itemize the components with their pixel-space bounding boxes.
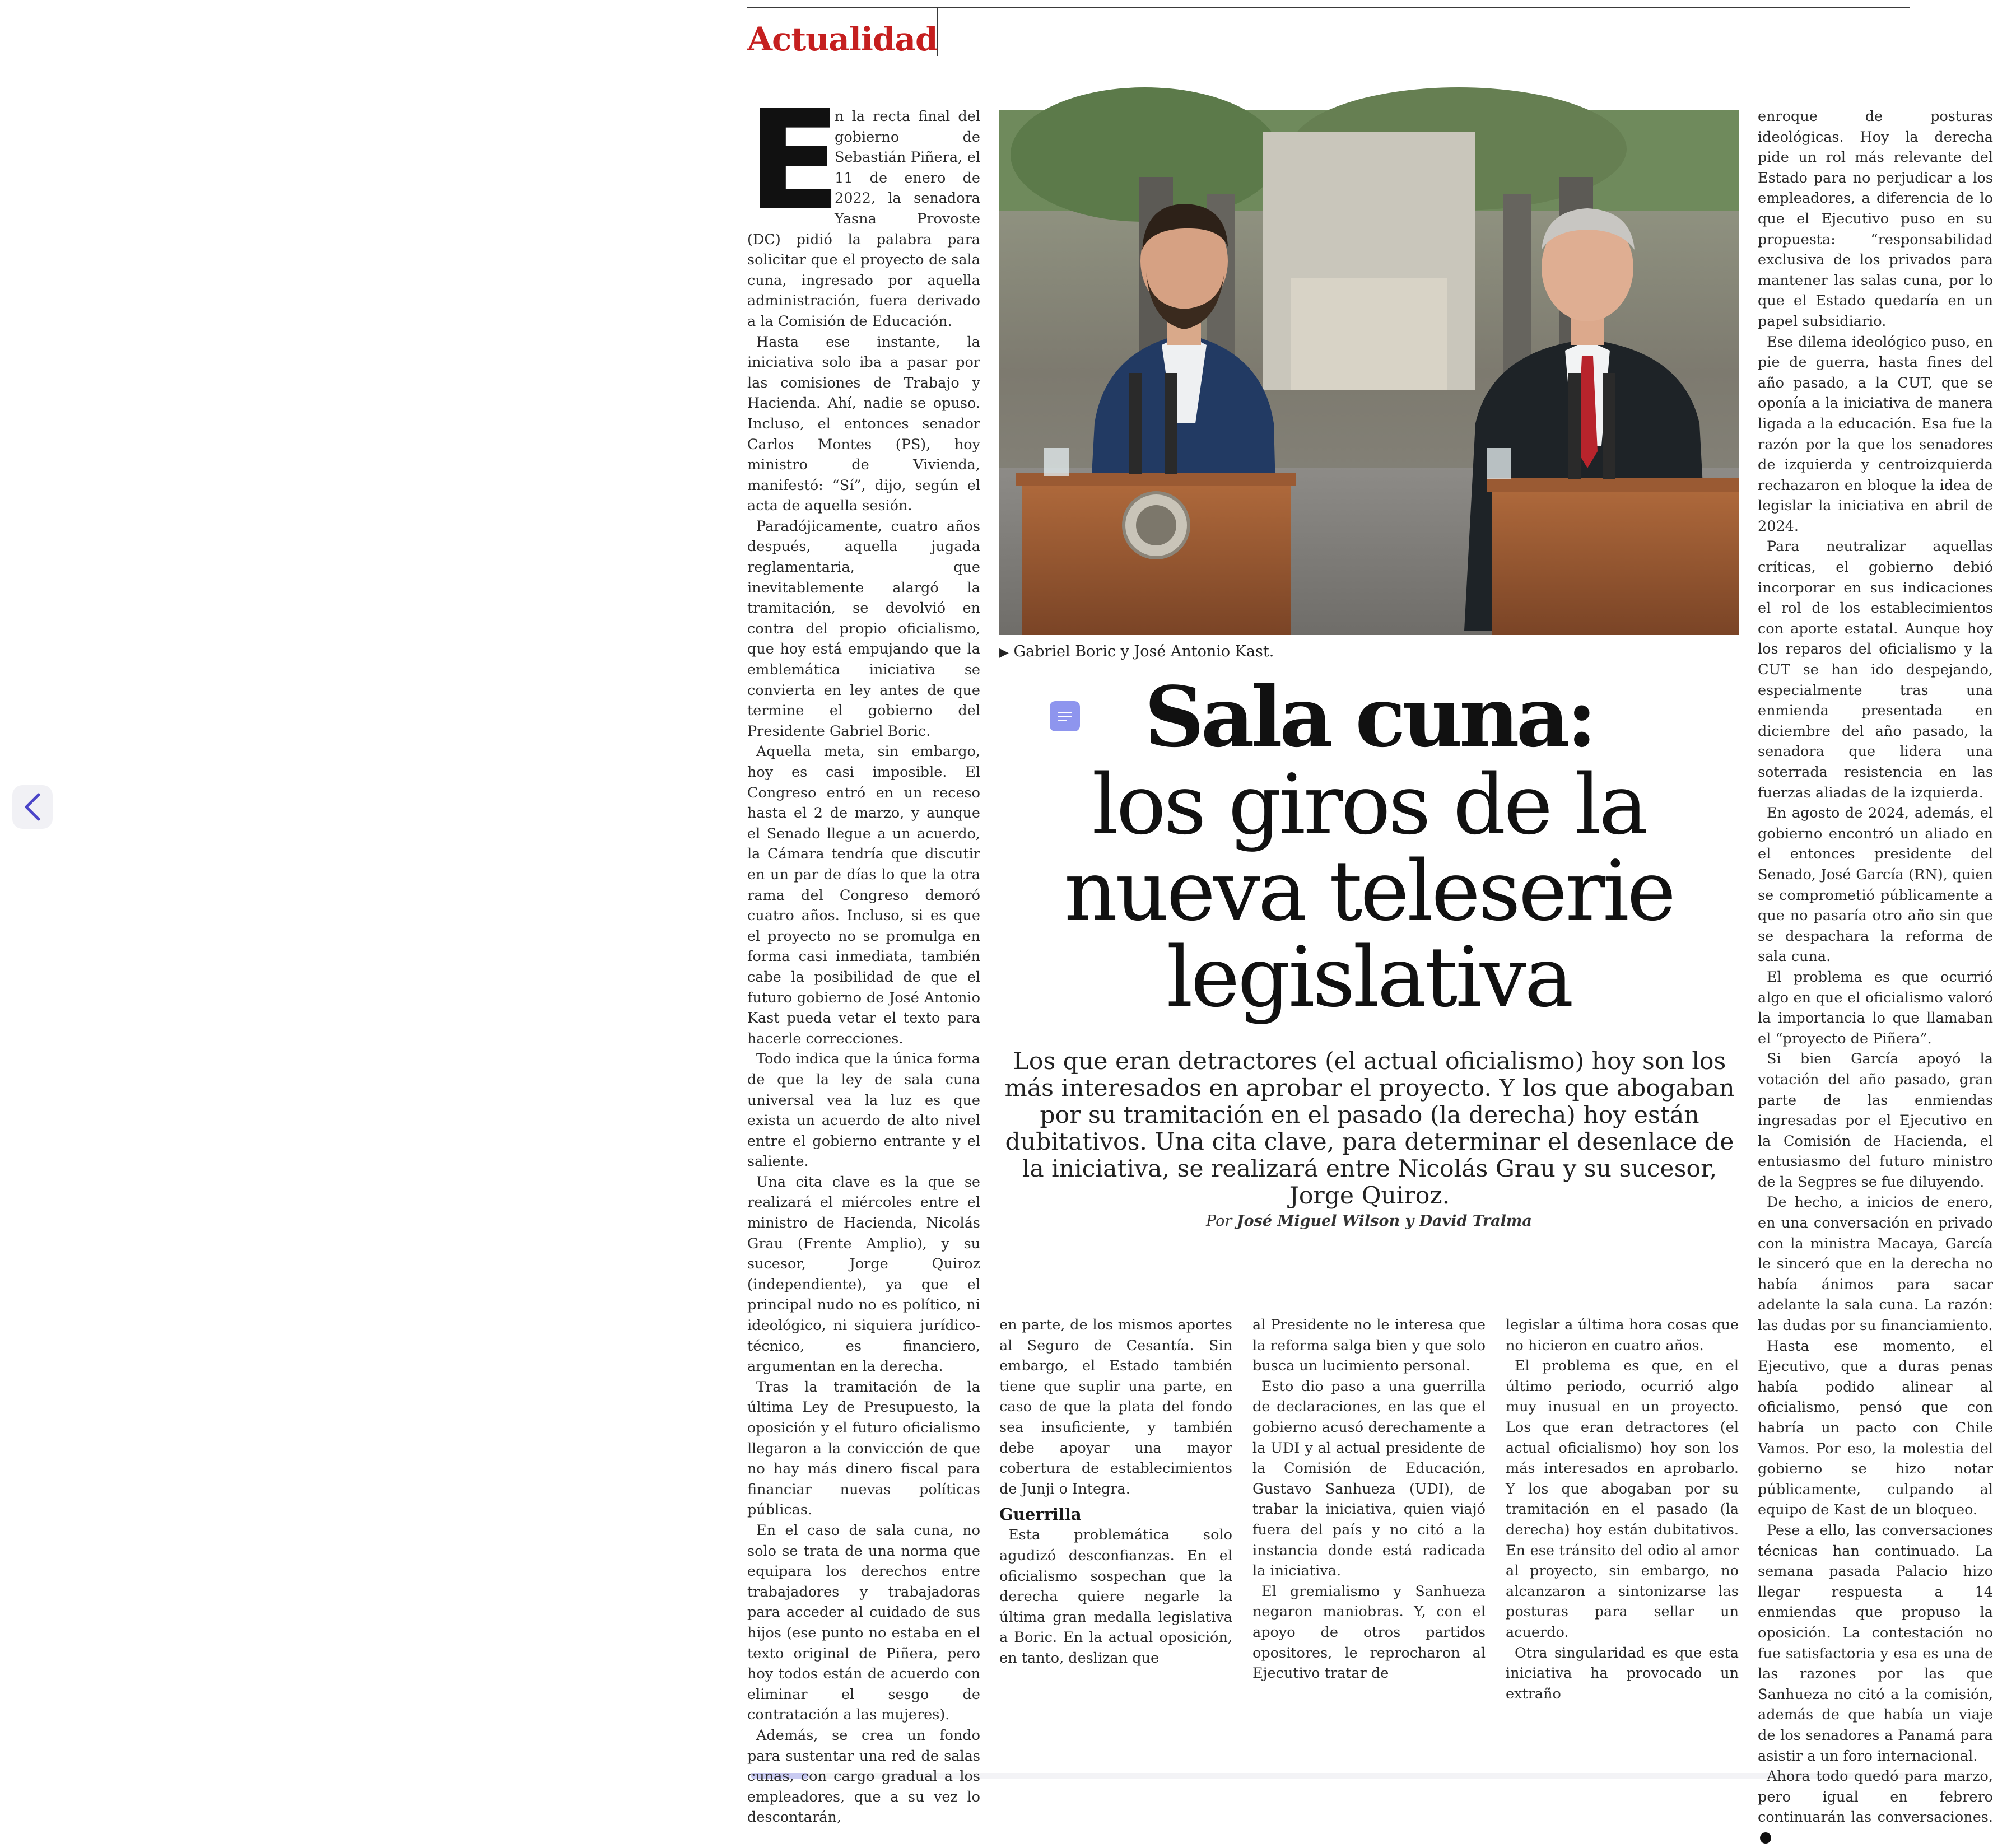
- paragraph: Para neutralizar aquellas críticas, el gobierno debió incorporar en sus indicaciones el rol de los establecimientos con aporte estatal. Aunque hoy los reparos del oficialismo y la CUT se han ido despejando, especialmente tras una enmienda presentada en diciembre del año pasado, la senadora que lidera una soterrada resistencia en las fuerzas aliadas de la izquierda.: [1758, 538, 1993, 801]
- paragraph: Hasta ese instante, la iniciativa solo iba a pasar por las comisiones de Trabajo y Hacienda. Ahí, nadie se opuso. Incluso, el entonces senador Carlos Montes (PS), hoy ministro de Vivienda, manifestó: “Sí”, dijo, según el acta de aquella sesión.: [747, 333, 980, 515]
- article-column-4: [1506, 1315, 1739, 1704]
- paragraph: en parte, de los mismos aportes al Seguro de Cesantía. Sin embargo, el Estado también tiene que suplir una parte, en caso de que la plata del fondo sea insuficiente, y también debe apoyar una mayor cobertura de establecimientos de Junji o Integra.: [999, 1317, 1232, 1497]
- photo-caption-text: Gabriel Boric y José Antonio Kast.: [1013, 643, 1274, 660]
- top-rule: [747, 7, 1910, 8]
- paragraph: Si bien García apoyó la votación del año pasado, gran parte de las enmiendas ingresadas por el Ejecutivo en la Comisión de Hacienda, el entusiasmo del futuro ministro de la Segpres se fue diluyendo.: [1758, 1051, 1993, 1191]
- article-photo: [999, 110, 1739, 635]
- byline: [999, 1212, 1739, 1230]
- article-column-1: [747, 81, 980, 1828]
- paragraph: En agosto de 2024, además, el gobierno encontró un aliado en el entonces presidente del Senado, José García (RN), quien se comprometió públicamente a que no pasaría otro año sin que se despachara la reforma de sala cuna.: [1758, 805, 1993, 965]
- paragraph: Paradójicamente, cuatro años después, aquella jugada reglamentaria, que inevitablemente alargó la tramitación, se devolvió en contra del propio oficialismo, que hoy está empujando que la emblemática iniciativa se convierta en ley antes de que termine el gobierno del Presidente Gabriel Boric.: [747, 517, 980, 740]
- paragraph: legislar a última hora cosas que no hicieron en cuatro años.: [1506, 1317, 1739, 1354]
- paragraph: Hasta ese momento, el Ejecutivo, que a duras penas había podido alinear al oficialismo, pensó que con habría un pacto con Chile Vamos. Por eso, la molestia del gobierno se hizo notar públicamente, culpando al equipo de Kast de un bloqueo.: [1758, 1337, 1993, 1519]
- paragraph: al Presidente no le interesa que la reforma salga bien y que solo busca un lucimiento personal.: [1252, 1317, 1486, 1375]
- paragraph: En el caso de sala cuna, no solo se trata de una norma que equipara los derechos entre trabajadores y trabajadoras para acceder al cuidado de sus hijos (ese punto no estaba en el texto original de Piñera, pero hoy todos están de acuerdo con eliminar el sesgo de contratación a las mujeres).: [747, 1522, 980, 1724]
- paragraph: Esta problemática solo agudizó desconfianzas. En el oficialismo sospechan que la derecha quiere negarle la última gran medalla legislativa a Boric. En la actual oposición, en tanto, deslizan que: [999, 1527, 1232, 1667]
- headline-line: legislativa: [1166, 929, 1572, 1025]
- byline-prefix: Por: [1206, 1212, 1232, 1230]
- photo-caption: [999, 643, 1274, 660]
- paragraph: Otra singularidad es que esta iniciativa ha provocado un extraño: [1506, 1644, 1739, 1702]
- paragraph: Esto dio paso a una guerrilla de declaraciones, en las que el gobierno acusó derechamente a la UDI y al actual presidente de la Comisión de Educación, Gustavo Sanhueza (UDI), de trabar la iniciativa, quien viajó fuera del país y no citó a la instancia donde está radicada la iniciativa.: [1252, 1378, 1486, 1580]
- back-button[interactable]: [12, 785, 53, 829]
- headline-line: nueva teleserie: [1064, 843, 1674, 939]
- paragraph: El gremialismo y Sanhueza negaron maniobras. Y, con el apoyo de otros partidos opositores, le reprocharon al Ejecutivo tratar de: [1252, 1583, 1486, 1682]
- paragraph: n la recta final del gobierno de Sebastián Piñera, el 11 de enero de 2022, la senadora Yasna Provoste (DC) pidió la palabra para solicitar que el proyecto de sala cuna, ingresado por aquella administración, fuera derivado a la Comisión de Educación.: [747, 108, 980, 330]
- paragraph: El problema es que ocurrió algo en que el oficialismo valoró la importancia lo que llamaban el “proyecto de Piñera”.: [1758, 968, 1993, 1047]
- headline-main: Sala cuna:: [1144, 668, 1594, 766]
- headline: [999, 668, 1739, 1025]
- paragraph: enroque de posturas ideológicas. Hoy la derecha pide un rol más relevante del Estado para no perjudicar a los empleadores, a diferencia de lo que el Ejecutivo puso en su propuesta: “responsabilidad exclusiva de los privados para mantener las salas cuna, por lo que el Estado quedaría en un papel subsidiario.: [1758, 108, 1993, 330]
- chevron-left-icon: [23, 792, 42, 822]
- paragraph: Una cita clave es la que se realizará el miércoles entre el ministro de Hacienda, Nicolás Grau (Frente Amplio), y su sucesor, Jorge Quiroz (independiente), ya que el principal nudo no es político, ni ideológico, ni siquiera jurídico-técnico, es financiero, argumentan en la derecha.: [747, 1173, 980, 1375]
- section-label: Actualidad: [747, 20, 938, 58]
- photo-illustration: [999, 110, 1739, 635]
- drop-cap: E: [747, 81, 842, 241]
- paragraph: Además, se crea un fondo para sustentar una red de salas cunas, con cargo gradual a los empleadores, que a su vez lo descontarán,: [747, 1726, 980, 1826]
- article-column-2: [999, 1315, 1232, 1669]
- article-deck: Los que eran detractores (el actual oficialismo) hoy son los más interesados en aprobar el proyecto. Y los que abogaban por su tramitación en el pasado (la derecha) hoy están dubitativos. Una cita clave, para determinar el desenlace de la iniciativa, se realizará entre Nicolás Grau y su sucesor, Jorge Quiroz.: [1004, 1048, 1735, 1210]
- paragraph: Tras la tramitación de la última Ley de Presupuesto, la oposición y el futuro oficialismo llegaron a la convicción de que no hay más dinero fiscal para financiar nuevas políticas públicas.: [747, 1378, 980, 1519]
- subheading: Guerrilla: [999, 1505, 1082, 1524]
- article-column-3: [1252, 1315, 1486, 1684]
- paragraph: De hecho, a inicios de enero, en una conversación en privado con la ministra Macaya, García le sinceró que en la derecha no había ánimos para sacar adelante la sala cuna. La razón: las dudas por su financiamiento.: [1758, 1194, 1993, 1334]
- byline-authors: José Miguel Wilson y David Tralma: [1236, 1212, 1532, 1230]
- caption-marker-icon: ▶: [999, 646, 1009, 660]
- article-column-5: [1758, 106, 1993, 1848]
- headline-line: los giros de la: [1092, 757, 1646, 853]
- paragraph: Ese dilema ideológico puso, en pie de guerra, hasta fines del año pasado, a la CUT, que se oponía a la iniciativa de manera ligada a la educación. Esa fue la razón por la que los senadores de izquierda y centroizquierda rechazaron en bloque la idea de legislar la iniciativa en abril de 2024.: [1758, 333, 1993, 535]
- paragraph: Pese a ello, las conversaciones técnicas han continuado. La semana pasada Palacio hizo llegar respuesta a 14 enmiendas que propuso la oposición. La contestación no fue satisfactoria y esa es una de las razones por las que Sanhueza no citó a la comisión, además de que había un viaje de los senadores a Panamá para asistir a un foro internacional.: [1758, 1522, 1993, 1765]
- paragraph: El problema es que, en el último periodo, ocurrió algo muy inusual en un proyecto. Los que eran detractores (el actual oficialismo) hoy son los más interesados en aprobarlo. Y los que abogaban por su tramitación en el pasado (la derecha) hoy están dubitativos. En ese tránsito del odio al amor al proyecto, sin embargo, no alcanzaron a sintonizarse las posturas para sellar un acuerdo.: [1506, 1357, 1739, 1641]
- paragraph-text: Ahora todo quedó para marzo, pero igual en febrero continuarán las conversaciones.: [1758, 1768, 1993, 1826]
- paragraph: Todo indica que la única forma de que la ley de sala cuna universal vea la luz es que exista un acuerdo de alto nivel entre el gobierno entrante y el saliente.: [747, 1051, 980, 1170]
- article-column-5-clip: [1758, 106, 1993, 1826]
- paragraph: [1758, 1766, 1993, 1848]
- paragraph: Aquella meta, sin embargo, hoy es casi imposible. El Congreso entró en un receso hasta el 2 de marzo, y aunque el Senado llegue a un acuerdo, la Cámara tendría que discutir en un par de días lo que la otra rama del Congreso demoró cuatro años. Incluso, si es que el proyecto no se promulga en forma casi inmediata, también cabe la posibilidad de que el futuro gobierno de José Antonio Kast pueda vetar el texto para hacerle correcciones.: [747, 743, 980, 1047]
- end-mark-icon: [1760, 1832, 1771, 1844]
